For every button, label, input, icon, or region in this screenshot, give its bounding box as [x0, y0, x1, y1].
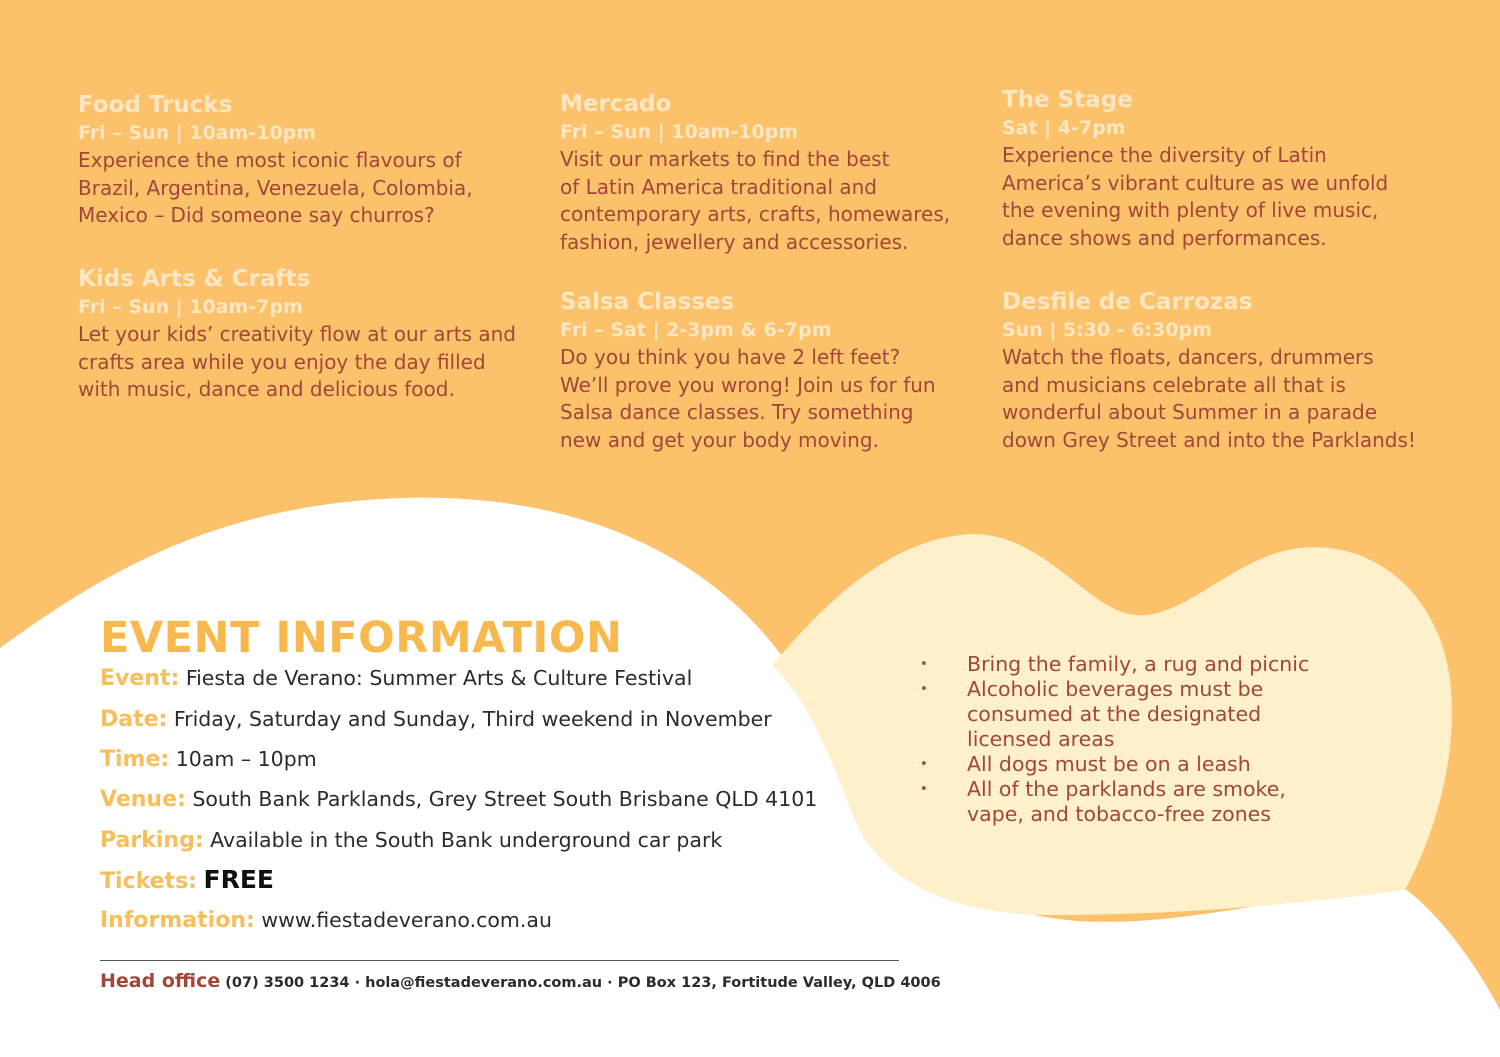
info-label: Date:	[100, 707, 168, 732]
activity-kids-arts-crafts	[78, 265, 528, 404]
activity-schedule: Fri – Sun | 10am-7pm	[78, 296, 303, 318]
activity-schedule: Sat | 4-7pm	[1002, 117, 1126, 139]
info-row-parking	[100, 828, 722, 853]
info-value: Available in the South Bank underground car park	[210, 828, 723, 852]
info-row-venue	[100, 787, 817, 812]
footer-label: Head office	[100, 970, 221, 992]
activity-title: Kids Arts & Crafts	[78, 266, 311, 292]
info-label: Time:	[100, 747, 170, 772]
activity-the-stage	[1002, 86, 1452, 252]
info-value: FREE	[203, 865, 274, 894]
list-item: • Bring the family, a rug and picnic	[920, 652, 1340, 677]
activity-desc-line: of Latin America traditional and	[560, 174, 878, 199]
activity-title: Food Trucks	[78, 92, 233, 118]
footer-contact	[100, 970, 941, 992]
activity-food-trucks	[78, 91, 528, 230]
info-value: South Bank Parklands, Grey Street South Brisbane QLD 4101	[192, 787, 818, 811]
info-row-tickets	[100, 865, 274, 894]
list-item: • All of the parklands are smoke, vape, and tobacco-free zones	[920, 777, 1340, 827]
info-label: Information:	[100, 908, 255, 933]
activity-desfile-de-carrozas	[1002, 288, 1452, 454]
event-information-heading: EVENT INFORMATION	[100, 613, 623, 663]
activity-schedule: Fri – Sun | 10am-10pm	[78, 122, 317, 144]
activity-desc-line: Visit our markets to find the best	[560, 147, 890, 171]
activity-desc-line: Experience the most iconic flavours of	[78, 148, 462, 172]
activity-desc-line: Mexico – Did someone say churros?	[78, 203, 435, 227]
list-item: • All dogs must be on a leash	[920, 752, 1340, 777]
info-row-time	[100, 747, 317, 772]
activity-desc-line: new and get your body moving.	[560, 427, 879, 452]
activity-desc-line: Brazil, Argentina, Venezuela, Colombia,	[78, 175, 473, 200]
activity-desc-line: down Grey Street and into the Parklands!	[1002, 427, 1416, 452]
activity-desc-line: Experience the diversity of Latin	[1002, 143, 1327, 167]
info-value: Friday, Saturday and Sunday, Third weekend in November	[173, 707, 772, 731]
activity-title: Desfile de Carrozas	[1002, 289, 1253, 315]
activity-desc-line: Watch the floats, dancers, drummers	[1002, 345, 1374, 369]
info-link[interactable]: www.fiestadeverano.com.au	[261, 908, 552, 932]
activity-desc-line: and musicians celebrate all that is	[1002, 372, 1346, 397]
info-label: Event:	[100, 666, 180, 691]
activity-desc-line: fashion, jewellery and accessories.	[560, 229, 909, 254]
activity-title: Salsa Classes	[560, 289, 735, 315]
info-label: Parking:	[100, 828, 204, 853]
info-label: Tickets:	[100, 869, 197, 894]
activity-salsa-classes	[560, 288, 1010, 454]
activity-desc-line: wonderful about Summer in a parade	[1002, 400, 1378, 424]
info-label: Venue:	[100, 787, 186, 812]
activity-title: The Stage	[1002, 87, 1133, 113]
info-row-event	[100, 666, 692, 691]
activity-title: Mercado	[560, 91, 672, 117]
activity-desc-line: contemporary arts, crafts, homewares,	[560, 202, 951, 226]
activity-mercado	[560, 90, 1010, 256]
activity-schedule: Fri – Sat | 2-3pm & 6-7pm	[560, 319, 832, 341]
activity-desc-line: with music, dance and delicious food.	[78, 377, 455, 401]
activity-schedule: Fri – Sun | 10am-10pm	[560, 121, 799, 143]
activity-desc-line: Let your kids’ creativity flow at our arts and	[78, 322, 516, 346]
event-rules-list	[920, 652, 1340, 827]
info-value: Fiesta de Verano: Summer Arts & Culture Festival	[185, 666, 693, 690]
activity-desc-line: dance shows and performances.	[1002, 225, 1327, 250]
activity-desc-line: the evening with plenty of live music,	[1002, 198, 1379, 222]
info-value: 10am – 10pm	[175, 747, 317, 771]
info-row-information	[100, 908, 552, 933]
activity-desc-line: Do you think you have 2 left feet?	[560, 345, 901, 369]
footer-text: (07) 3500 1234 · hola@fiestadeverano.com.au · PO Box 123, Fortitude Valley, QLD 4006	[225, 975, 941, 991]
list-item: • Alcoholic beverages must be consumed at the designated licensed areas	[920, 677, 1340, 752]
activity-desc-line: We’ll prove you wrong! Join us for fun	[560, 372, 936, 397]
activity-desc-line: Salsa dance classes. Try something	[560, 400, 914, 424]
info-row-date	[100, 707, 772, 732]
activity-schedule: Sun | 5:30 - 6:30pm	[1002, 319, 1212, 341]
activity-desc-line: America’s vibrant culture as we unfold	[1002, 170, 1389, 195]
footer-divider	[100, 960, 899, 961]
activity-desc-line: crafts area while you enjoy the day filled	[78, 349, 486, 374]
